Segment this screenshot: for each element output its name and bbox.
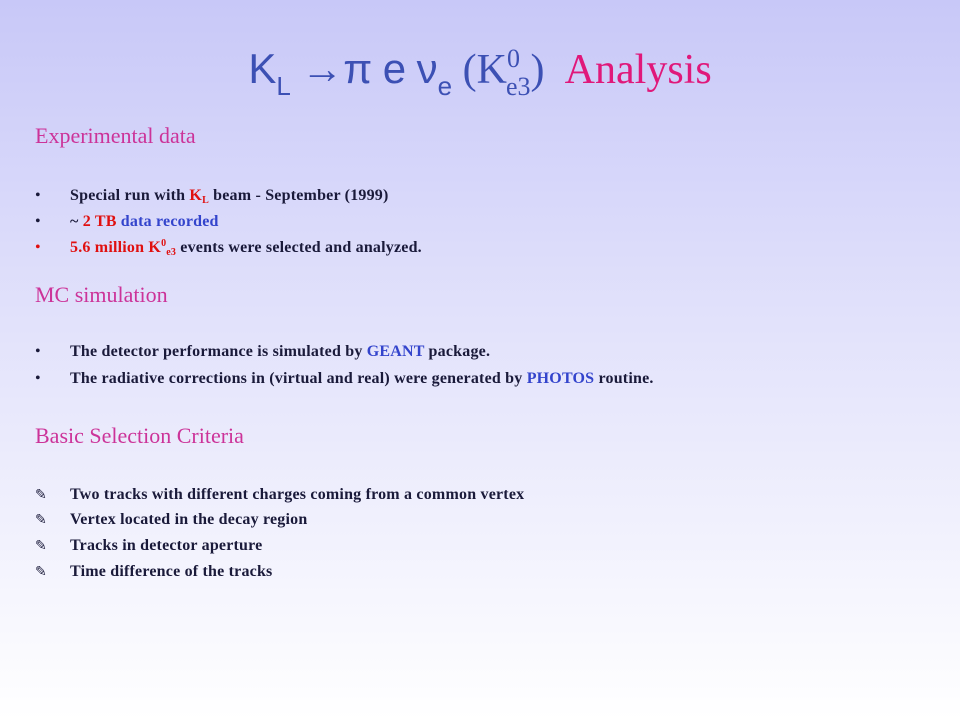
bullet-blue-text: data recorded [116, 213, 219, 230]
bullet-dot: • [35, 187, 41, 204]
criteria-text: Two tracks with different charges coming from a common vertex [70, 486, 525, 503]
title-nu: ν [416, 45, 438, 92]
bullet-text: beam - September (1999) [208, 187, 389, 204]
bullet-blue-text: GEANT [366, 343, 425, 360]
bullet-dot: • [35, 343, 41, 360]
title-paren-open: (K [462, 47, 507, 93]
bullet-k0-sup: 0 [161, 238, 167, 249]
bullet-text: package. [424, 343, 491, 360]
bullet-dot: • [35, 370, 41, 387]
bullet-k: K [189, 187, 203, 204]
bullet-text: 5.6 million K [70, 239, 162, 256]
bullet-events-selected [35, 239, 422, 257]
criteria-text: Time difference of the tracks [70, 563, 273, 580]
title-k0-sub: e3 [505, 72, 531, 101]
slide-title [0, 44, 960, 100]
bullet-text: Special run with [70, 187, 190, 204]
bullet-geant [35, 343, 490, 361]
pencil-icon: ✎ [35, 538, 47, 554]
criteria-text: Tracks in detector aperture [70, 537, 263, 554]
title-arrow-pi: →π [301, 45, 373, 92]
title-analysis: Analysis [564, 47, 712, 93]
bullet-k0-sub: e3 [166, 247, 177, 258]
pencil-icon: ✎ [35, 512, 47, 528]
section-heading-mc: MC simulation [35, 282, 168, 307]
pencil-icon: ✎ [35, 487, 47, 503]
bullet-dot: • [35, 213, 41, 230]
criteria-text: Vertex located in the decay region [70, 511, 308, 528]
bullet-dot: • [35, 239, 41, 256]
bullet-text: events were selected and analyzed. [176, 239, 422, 256]
title-e: e [382, 45, 407, 92]
bullet-data-recorded [35, 213, 219, 231]
title-nu-sub: e [437, 71, 453, 101]
title-k: K [248, 45, 277, 92]
bullet-special-run [35, 187, 389, 205]
title-k0-sup: 0 [506, 44, 520, 73]
bullet-text: routine. [594, 370, 654, 387]
bullet-blue-text: PHOTOS [526, 370, 595, 387]
pencil-icon: ✎ [35, 564, 47, 580]
section-heading-criteria: Basic Selection Criteria [35, 423, 244, 448]
criteria-item [35, 511, 307, 529]
criteria-item [35, 486, 524, 504]
bullet-text: The detector performance is simulated by [70, 343, 367, 360]
bullet-text: ~ [70, 213, 83, 230]
title-k-sub: L [276, 71, 291, 101]
criteria-item [35, 537, 262, 555]
bullet-photos [35, 370, 654, 388]
bullet-k-sub: L [202, 195, 209, 206]
section-heading-experimental: Experimental data [35, 123, 196, 148]
criteria-item [35, 563, 273, 581]
title-paren-close: ) [530, 47, 545, 93]
bullet-red-text: 2 TB [82, 213, 117, 230]
bullet-text: The radiative corrections in (virtual and real) were generated by [70, 370, 527, 387]
